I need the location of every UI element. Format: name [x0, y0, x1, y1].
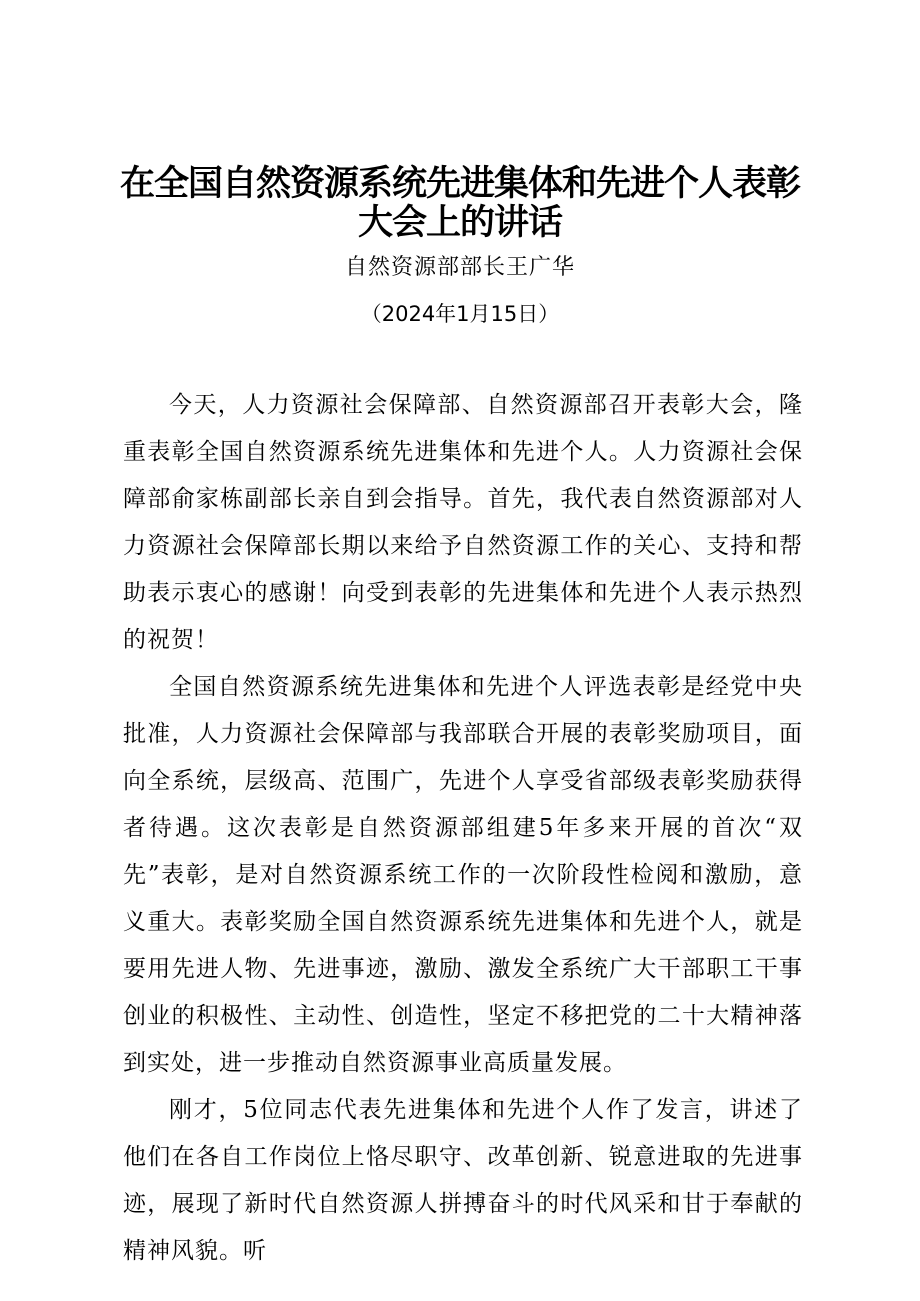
paragraph-2: 全国自然资源系统先进集体和先进个人评选表彰是经党中央批准，人力资源社会保障部与我部联合开展的表彰奖励项目，面向全系统，层级高、范围广，先进个人享受省部级表彰奖励获得者待遇。这次表彰是自然资源部组建5年多来开展的首次“双先”表彰，是对自然资源系统工作的一次阶段性检阅和激励，意义重大。表彰奖励全国自然资源系统先进集体和先进个人，就是要用先进人物、先进事迹，激励、激发全系统广大干部职工干事创业的积极性、主动性、创造性，坚定不移把党的二十大精神落到实处，进一步推动自然资源事业高质量发展。 [123, 674, 803, 1076]
paragraph-3: 刚才，5位同志代表先进集体和先进个人作了发言，讲述了他们在各自工作岗位上恪尽职守、改革创新、锐意进取的先进事迹，展现了新时代自然资源人拼搏奋斗的时代风采和甘于奉献的精神风貌。听 [123, 1097, 803, 1264]
speaker-byline: 自然资源部部长王广华 [344, 255, 575, 280]
document-title-line-2: 大会上的讲话 [357, 203, 562, 243]
document-title-line-1: 在全国自然资源系统先进集体和先进个人表彰 [119, 164, 800, 204]
document-body [123, 382, 803, 1275]
paragraph-1: 今天，人力资源社会保障部、自然资源部召开表彰大会，隆重表彰全国自然资源系统先进集体和先进个人。人力资源社会保障部俞家栋副部长亲自到会指导。首先，我代表自然资源部对人力资源社会保障部长期以来给予自然资源工作的关心、支持和帮助表示衷心的感谢！向受到表彰的先进集体和先进个人表示热烈的祝贺！ [123, 392, 803, 653]
speech-date: （2024年1月15日） [360, 302, 560, 326]
